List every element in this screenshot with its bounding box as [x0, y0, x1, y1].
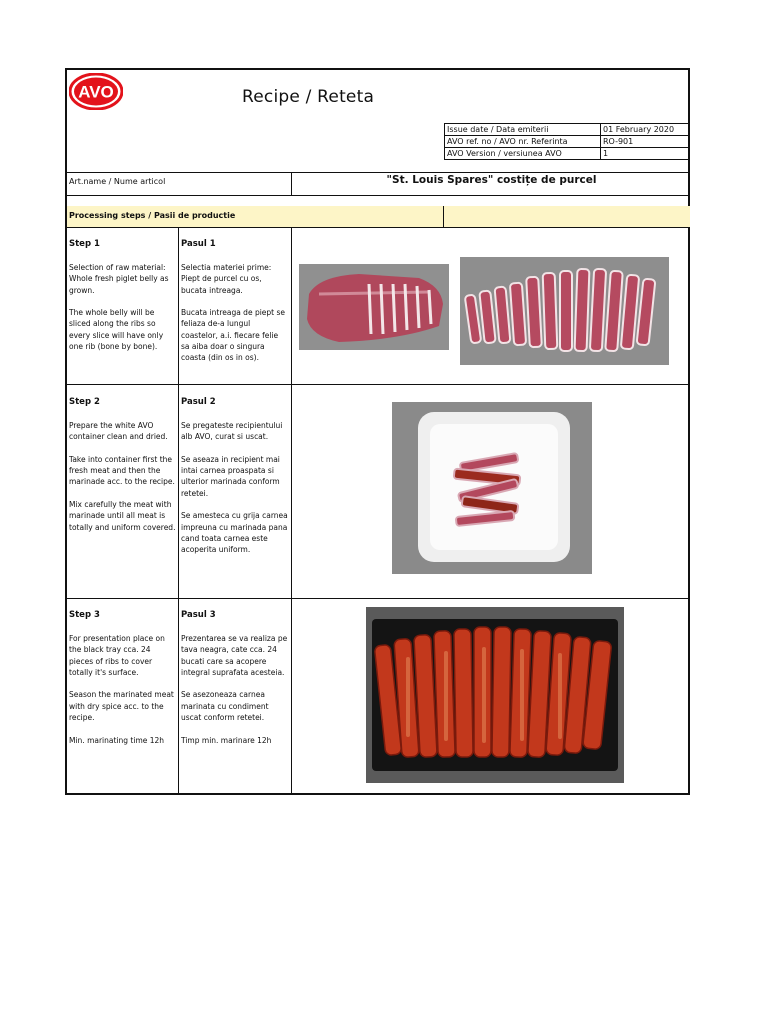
- document-meta-table: [444, 123, 690, 160]
- step-2-title-en: Step 2: [69, 397, 100, 407]
- step-3-title-en: Step 3: [69, 610, 100, 620]
- meta-row-ref-no: [445, 136, 690, 148]
- step-2-text-en: Prepare the white AVO container clean and dried. Take into container first the fresh meat and then the marinade acc. to the recipe. Mix carefully the meat with marinade until all meat is totally and uniform covered.: [69, 421, 176, 532]
- step-1-text-ro: Selectia materiei prime: Piept de purcel cu os, bucata intreaga. Bucata intreaga de piept se feliaza de-a lungul coastelor, a.i. fiecare felie sa aiba doar o singura coasta (din os in os).: [181, 263, 286, 363]
- step-1-title-en: Step 1: [69, 239, 100, 249]
- divider: [67, 172, 688, 173]
- brand-text: AVO: [78, 82, 114, 102]
- step-3-title-ro: Pasul 3: [181, 610, 216, 620]
- divider: [443, 206, 444, 227]
- divider: [178, 227, 179, 795]
- divider: [67, 195, 688, 196]
- sliced-ribs-photo: [460, 257, 669, 365]
- divider: [291, 227, 292, 795]
- raw-belly-photo: [299, 264, 449, 350]
- step-2-text-ro: Se pregateste recipientului alb AVO, curat si uscat. Se aseaza in recipient mai intai carnea proaspata si ulterior marinada conform retetei. Se amesteca cu grija carnea impreuna cu marinada pana cand toata carnea este acoperita uniform.: [181, 421, 288, 555]
- divider: [291, 172, 292, 195]
- meta-value: 1: [601, 148, 690, 160]
- step-1-text-en: Selection of raw material: Whole fresh piglet belly as grown. The whole belly will be sliced along the ribs so every slice will have only one rib (bone by bone).: [69, 263, 169, 352]
- processing-steps-label: Processing steps / Pasii de productie: [69, 211, 236, 220]
- meta-key: Issue date / Data emiterii: [445, 124, 601, 136]
- avo-logo: [69, 73, 123, 110]
- divider: [67, 227, 688, 228]
- meta-value: 01 February 2020: [601, 124, 690, 136]
- article-name-label: Art.name / Nume articol: [69, 177, 166, 186]
- step-1-title-ro: Pasul 1: [181, 239, 216, 249]
- container-photo: [392, 402, 592, 574]
- meta-key: AVO ref. no / AVO nr. Referinta: [445, 136, 601, 148]
- meta-key: AVO Version / versiunea AVO: [445, 148, 601, 160]
- article-name-value: "St. Louis Spares" costițe de purcel: [386, 174, 597, 186]
- meta-row-issue-date: [445, 124, 690, 136]
- step-3-text-en: For presentation place on the black tray cca. 24 pieces of ribs to cover totally it's surface. Season the marinated meat with dry spice acc. to the recipe. Min. marinating time 12h: [69, 634, 174, 745]
- divider: [67, 598, 688, 599]
- page-title: Recipe / Reteta: [242, 87, 375, 107]
- step-3-text-ro: Prezentarea se va realiza pe tava neagra, cate cca. 24 bucati care sa acopere integral suprafata acesteia. Se asezoneaza carnea marinata cu condiment uscat conform retetei. Timp min. marinare 12h: [181, 634, 288, 745]
- meta-row-version: [445, 148, 690, 160]
- meta-value: RO-901: [601, 136, 690, 148]
- step-2-title-ro: Pasul 2: [181, 397, 216, 407]
- recipe-sheet: [65, 68, 690, 795]
- divider: [67, 384, 688, 385]
- marinated-tray-photo: [366, 607, 624, 783]
